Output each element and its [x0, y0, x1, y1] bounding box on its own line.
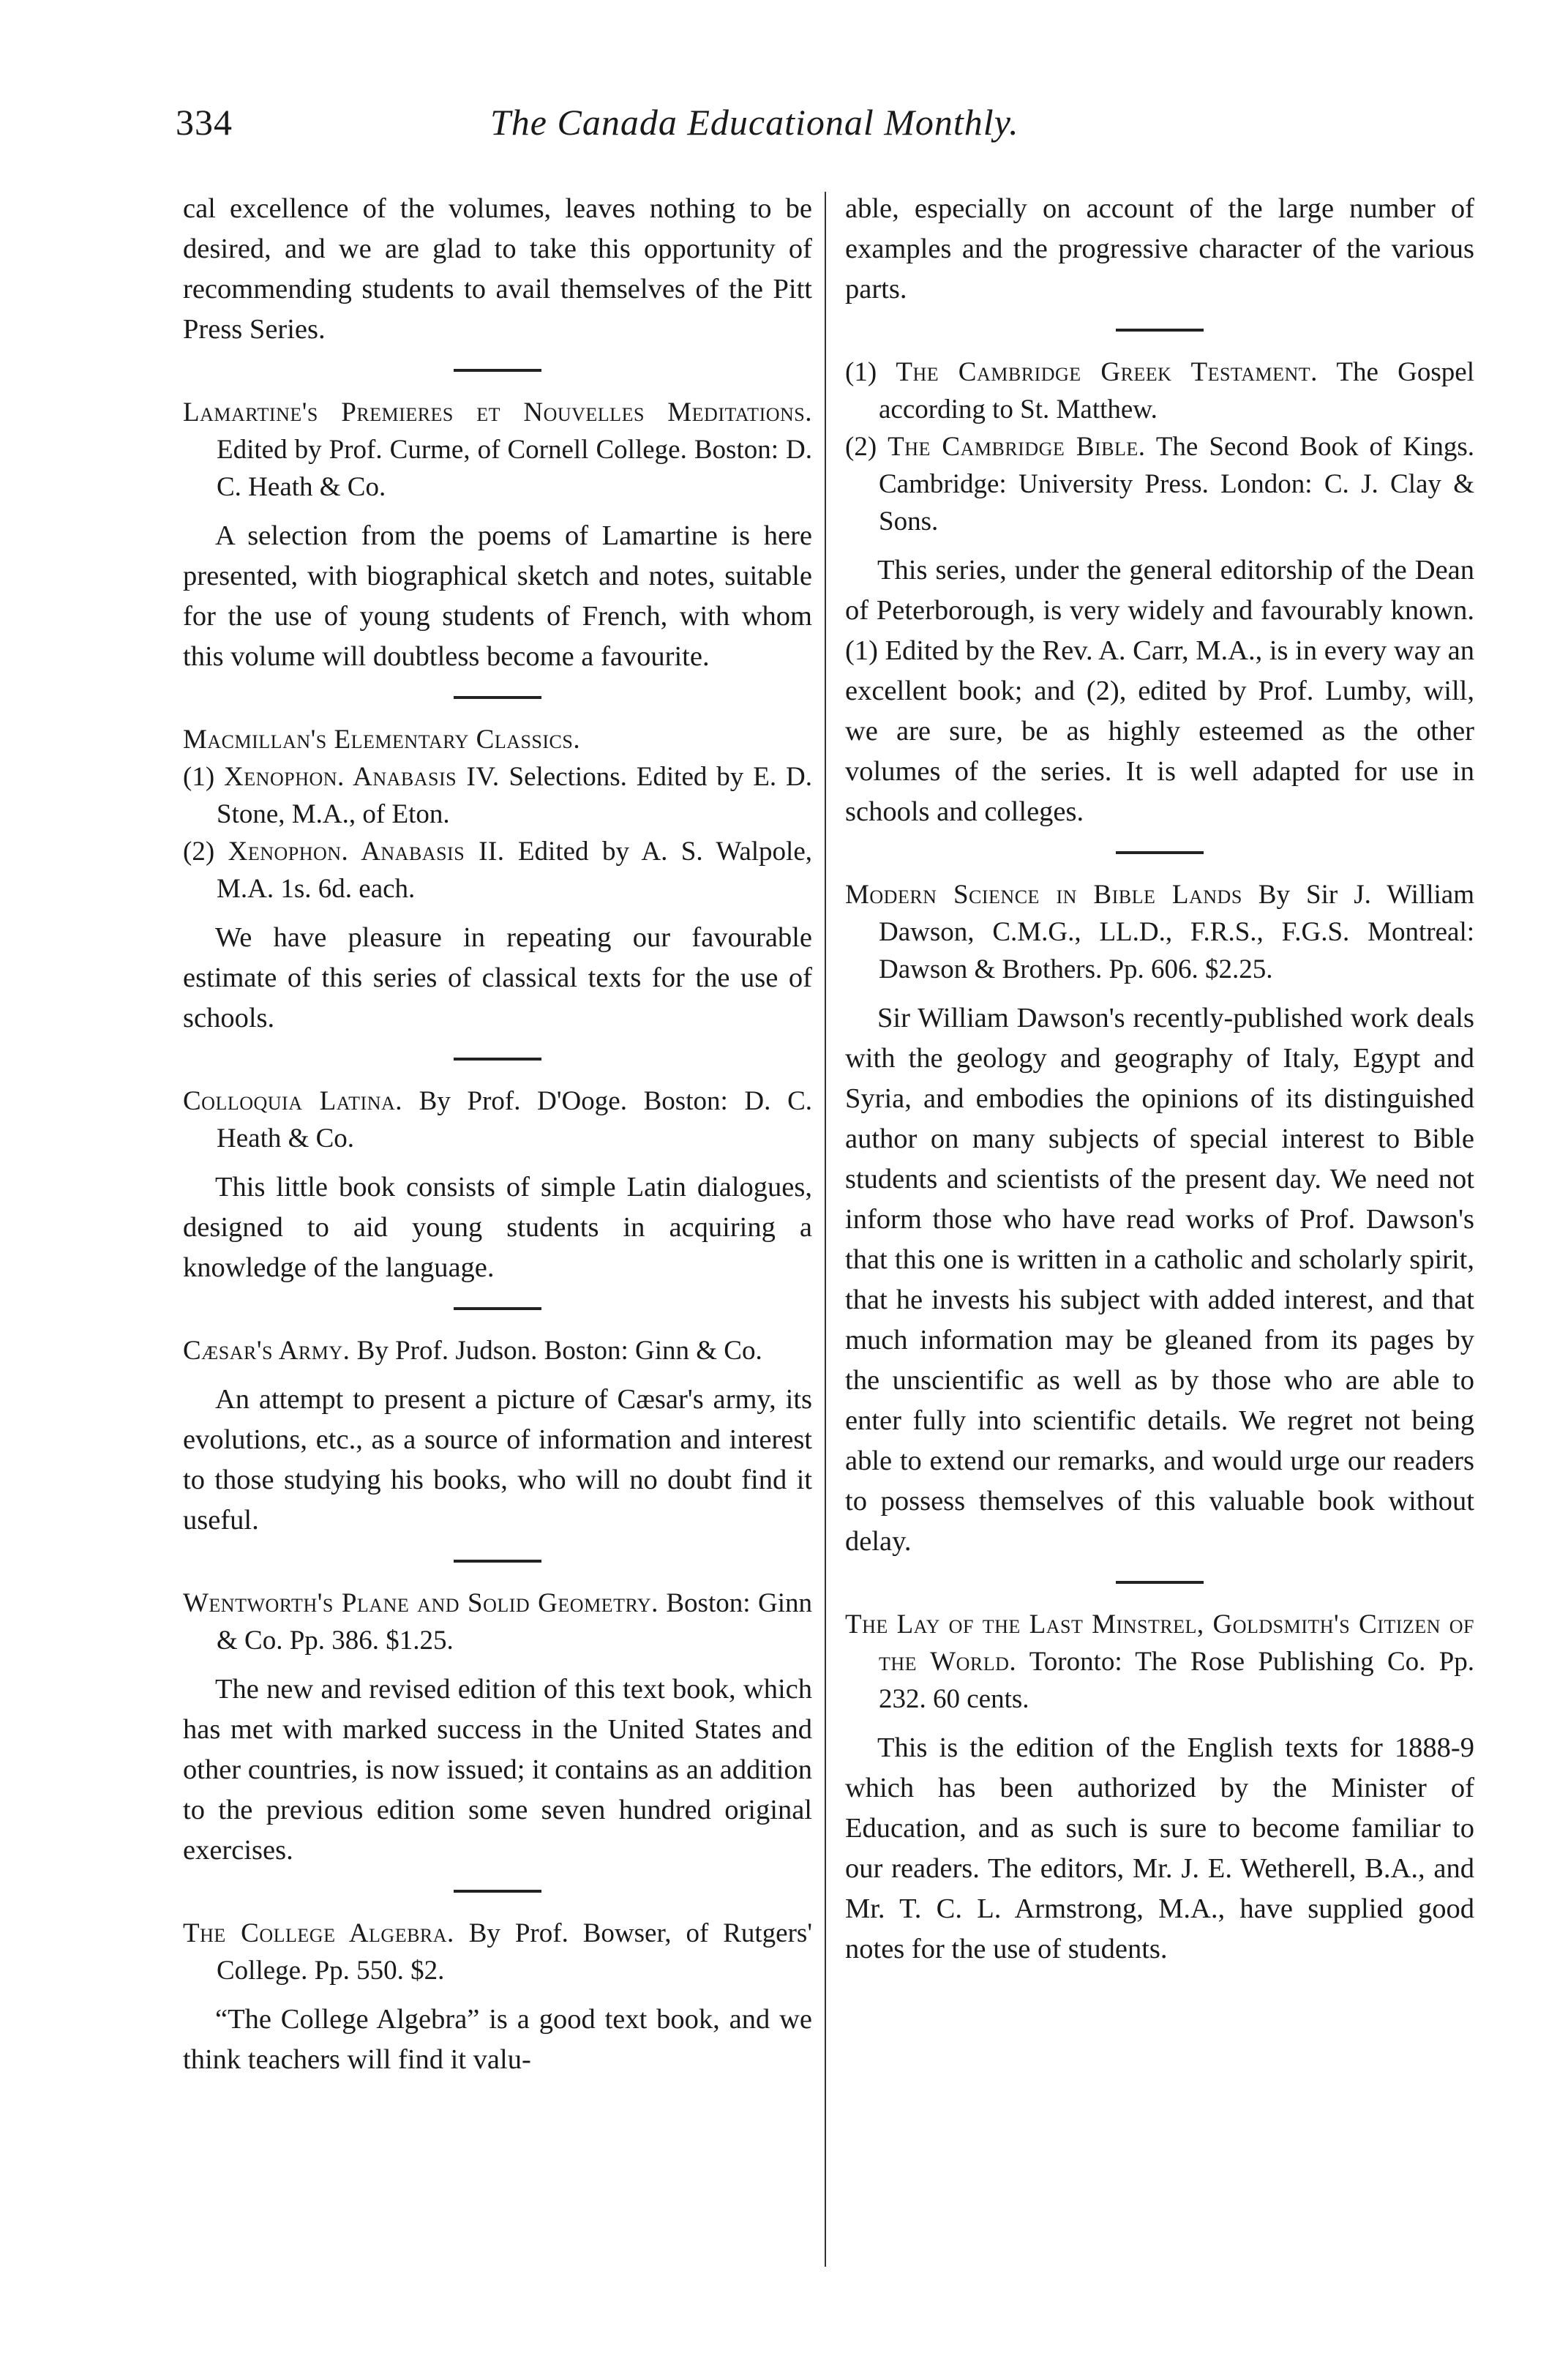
section-rule [454, 1058, 541, 1061]
review-item-greek-testament [845, 354, 1474, 428]
review-body-lay: This is the edition of the English texts for 1888-9 which has been authorized by the Minister of Education, and as such is sure to become familiar to our readers. The editors, Mr. J. E. Wetherell, B.A., and Mr. T. C. L. Armstrong, M.A., have supplied good notes for the use of students. [845, 1732, 1474, 1964]
running-title: The Canada Educational Monthly. [490, 102, 1019, 143]
review-body-lamartine: A selection from the poems of Lamartine is here presented, with biographical sketch and notes, suitable for the use of young students of French, with whom this volume will doubtless become a favourite. [183, 520, 812, 672]
book-details: Boston: Ginn & Co. Pp. 386. $1.25. [217, 1588, 813, 1656]
review-body-cambridge: This series, under the general editorship of the Dean of Peterborough, is very widely and favourably known. (1) Edited by the Rev. A. Carr, M.A., is in every way an excellent book; and (2), edited by Prof. Lumby, will, we are sure, be as highly esteemed as the other volumes of the series. It is well adapted for use in schools and colleges. [845, 555, 1474, 827]
book-title: The Cambridge Greek Testament. [896, 357, 1318, 387]
item-number: (1) [845, 357, 896, 387]
book-title: Cæsar's Army. [183, 1336, 350, 1366]
section-rule [454, 369, 541, 372]
review-heading-lamartine [183, 394, 812, 506]
item-number: (2) [845, 432, 888, 462]
page-header [176, 101, 1463, 160]
book-title: Xenophon. Anabasis IV. [224, 762, 500, 792]
review-heading-wentworth [183, 1585, 812, 1659]
book-details: By Prof. D'Ooge. Boston: D. C. Heath & Co. [217, 1086, 812, 1153]
review-item-xenophon-iv [183, 758, 812, 833]
right-column [845, 189, 1474, 1970]
item-number: (2) [183, 837, 228, 867]
section-rule [1116, 1581, 1204, 1584]
section-rule [1116, 851, 1204, 854]
book-details: The Gospel according to St. Matthew. [879, 357, 1474, 424]
review-heading-lay [845, 1606, 1474, 1718]
section-rule [1116, 329, 1204, 332]
section-rule [454, 1890, 541, 1893]
review-heading-caesar [183, 1332, 812, 1369]
review-body-modern-science: Sir William Dawson's recently-published work deals with the geology and geography of Italy, Egypt and Syria, and embodies the opinions of its distinguished author on many subjects of special interest to Bible students and scientists of the present day. We need not inform those who have read works of Prof. Dawson's that this one is written in a catholic and scholarly spirit, that he invests his subject with added interest, and that much information may be gleaned from its pages by the unscientific as well as by those who are able to enter fully into scientific details. We regret not being able to extend our remarks, and would urge our readers to possess themselves of this valuable book without delay. [845, 1003, 1474, 1557]
column-divider [825, 192, 826, 2267]
review-item-cambridge-bible [845, 428, 1474, 540]
review-heading-colloquia [183, 1082, 812, 1157]
book-title: The Lay of the Last Minstrel, Goldsmith's Citizen of the World. [845, 1609, 1474, 1677]
page-number: 334 [176, 102, 233, 143]
book-title: Wentworth's Plane and Solid Geometry. [183, 1588, 659, 1618]
review-body-macmillan: We have pleasure in repeating our favourable estimate of this series of classical texts for the use of schools. [183, 922, 812, 1033]
book-title: The College Algebra. [183, 1918, 454, 1948]
review-heading-modern-science [845, 876, 1474, 988]
book-details: Edited by Prof. Curme, of Cornell College. Boston: D. C. Heath & Co. [217, 435, 812, 502]
review-body-wentworth: The new and revised edition of this text book, which has met with marked success in the United States and other countries, is now issued; it contains as an addition to the previous edition some seven hundred original exercises. [183, 1674, 812, 1866]
continued-paragraph: able, especially on account of the large number of examples and the progressive character of the various parts. [845, 193, 1474, 304]
book-title: Xenophon. Anabasis II. [228, 837, 505, 867]
review-item-xenophon-ii [183, 833, 812, 908]
book-details: By Prof. Judson. Boston: Ginn & Co. [350, 1336, 762, 1366]
section-rule [454, 696, 541, 699]
review-body-caesar: An attempt to present a picture of Cæsar's army, its evolutions, etc., as a source of information and interest to those studying his books, who will no doubt find it useful. [183, 1384, 812, 1536]
book-title: Lamartine's Premieres et Nouvelles Meditations. [183, 397, 812, 427]
review-heading-macmillan [183, 721, 812, 758]
book-details: Toronto: The Rose Publishing Co. Pp. 232. 60 cents. [879, 1647, 1474, 1714]
book-details: By Sir J. William Dawson, C.M.G., LL.D., F.R.S., F.G.S. Montreal: Dawson & Brothers. Pp. 606. $2.25. [879, 880, 1474, 984]
book-details: By Prof. Bowser, of Rutgers' College. Pp. 550. $2. [217, 1918, 812, 1986]
review-heading-algebra [183, 1915, 812, 1989]
review-body-colloquia: This little book consists of simple Latin dialogues, designed to aid young students in acquiring a knowledge of the language. [183, 1172, 812, 1283]
book-details: The Second Book of Kings. Cambridge: University Press. London: C. J. Clay & Sons. [879, 432, 1474, 536]
book-details: Edited by A. S. Walpole, M.A. 1s. 6d. each. [217, 837, 812, 904]
section-rule [454, 1560, 541, 1563]
continued-paragraph: cal excellence of the volumes, leaves nothing to be desired, and we are glad to take this opportunity of recommending students to avail themselves of the Pitt Press Series. [183, 193, 812, 345]
book-details: Selections. Edited by E. D. Stone, M.A., of Eton. [217, 762, 812, 829]
book-title: The Cambridge Bible. [888, 432, 1146, 462]
left-column [183, 189, 812, 2080]
review-body-algebra: “The College Algebra” is a good text book, and we think teachers will find it valu- [183, 2004, 812, 2075]
item-number: (1) [183, 762, 225, 792]
book-title: Colloquia Latina. [183, 1086, 402, 1116]
book-title: Modern Science in Bible Lands [845, 880, 1242, 910]
section-rule [454, 1307, 541, 1310]
series-title: Macmillan's Elementary Classics. [183, 725, 581, 755]
